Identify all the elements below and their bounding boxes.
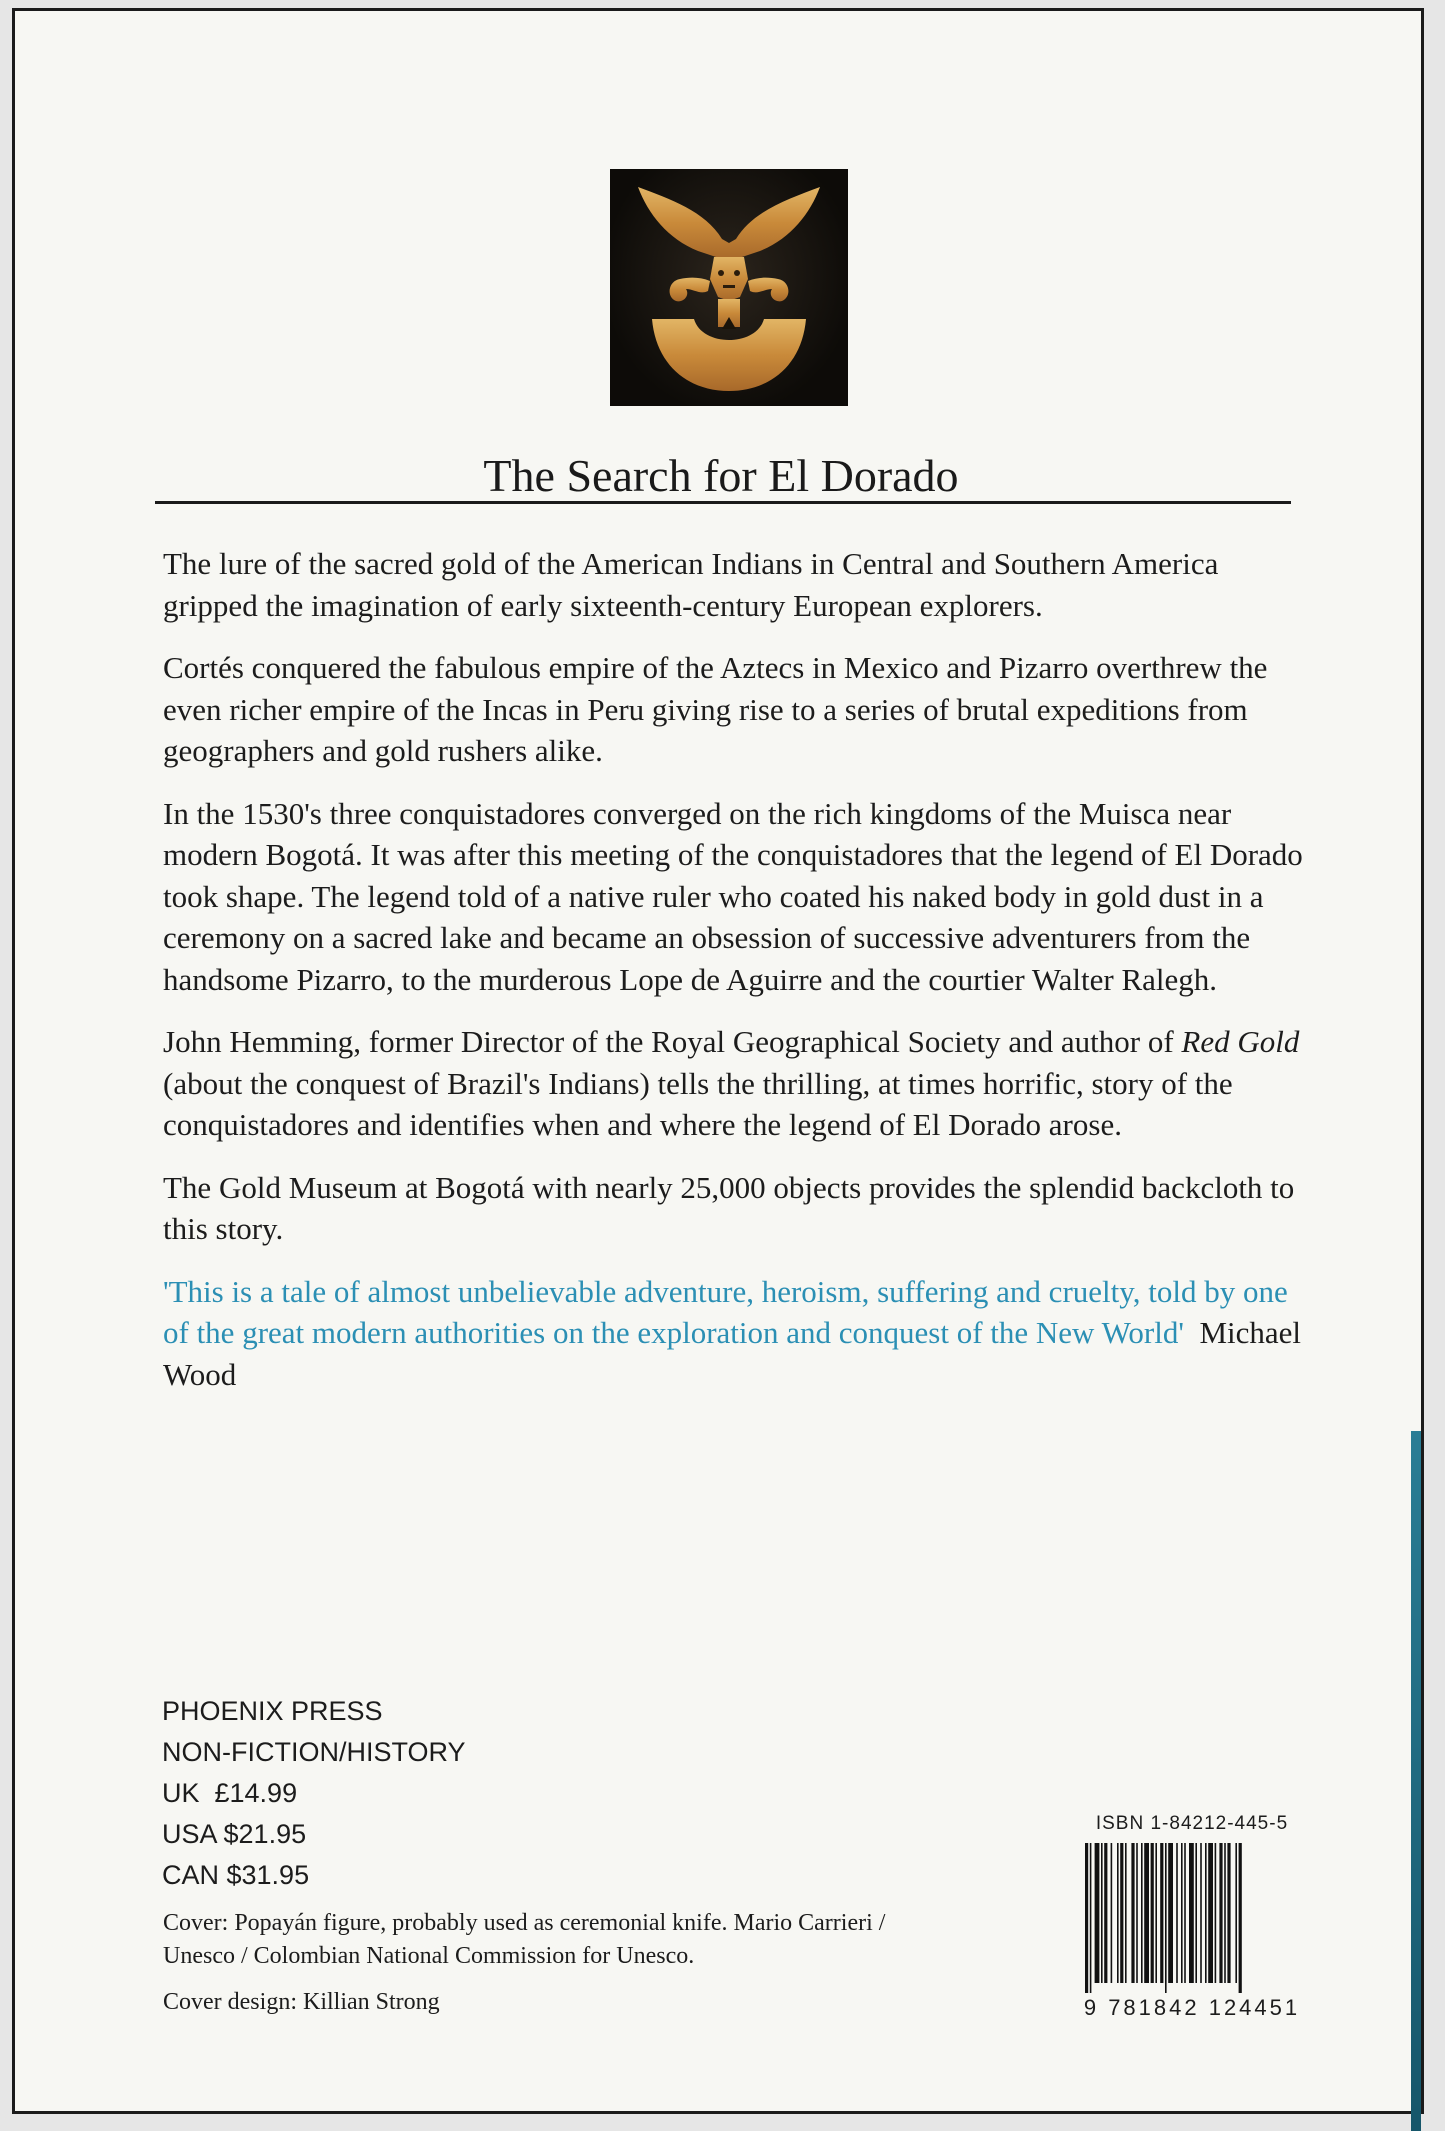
price-can: CAN $31.95 bbox=[162, 1860, 310, 1890]
barcode-bar bbox=[1125, 1843, 1127, 1983]
para4-after: (about the conquest of Brazil's Indians) tells the thrilling, at times horrific, story of the conquistadores and identifies when and where the legend of El Dorado arose. bbox=[163, 1065, 1233, 1142]
barcode-bar bbox=[1208, 1843, 1213, 1983]
quote-text: 'This is a tale of almost unbelievable adventure, heroism, suffering and cruelty, told by one of the great modern authorities on the exploration and conquest of the New World' bbox=[163, 1273, 1288, 1350]
barcode-number: 9 781842 124451 bbox=[1083, 1995, 1301, 2020]
barcode-bar bbox=[1200, 1843, 1202, 1983]
publisher-info bbox=[162, 1691, 466, 1896]
barcode-bar bbox=[1120, 1843, 1123, 1983]
barcode-bar bbox=[1104, 1843, 1107, 1983]
barcode-bar bbox=[1131, 1843, 1134, 1983]
price-uk: UK £14.99 bbox=[162, 1778, 298, 1808]
barcode-bar bbox=[1090, 1843, 1092, 1993]
barcode-bar bbox=[1184, 1843, 1186, 1983]
barcode-bar bbox=[1239, 1843, 1242, 1993]
barcode bbox=[1081, 1843, 1303, 1993]
barcode-bar bbox=[1219, 1843, 1222, 1983]
publisher-category: NON-FICTION/HISTORY bbox=[162, 1737, 466, 1767]
isbn-block bbox=[1077, 1813, 1307, 2021]
gold-figure-icon bbox=[610, 169, 848, 406]
blurb-paragraph-1: The lure of the sacred gold of the American Indians in Central and Southern America gripped the imagination of early sixteenth-century European explorers. bbox=[163, 546, 1219, 623]
barcode-bar bbox=[1095, 1843, 1100, 1983]
title-divider bbox=[155, 501, 1291, 504]
barcode-bar bbox=[1215, 1843, 1217, 1983]
barcode-bar bbox=[1144, 1843, 1149, 1983]
barcode-bar bbox=[1151, 1843, 1154, 1983]
review-quote bbox=[163, 1271, 1303, 1396]
spine-edge bbox=[1411, 1431, 1421, 2131]
design-credit: Cover design: Killian Strong bbox=[163, 1989, 440, 2015]
barcode-bar bbox=[1168, 1843, 1173, 1983]
quote-attribution: Michael Wood bbox=[163, 1315, 1302, 1392]
blurb bbox=[163, 543, 1303, 1416]
back-cover bbox=[12, 8, 1424, 2114]
publisher-name: PHOENIX PRESS bbox=[162, 1696, 383, 1726]
book-title: The Search for El Dorado bbox=[483, 450, 959, 501]
barcode-bar bbox=[1224, 1843, 1226, 1983]
barcode-bar bbox=[1195, 1843, 1197, 1983]
credits bbox=[163, 1907, 923, 2032]
barcode-bar bbox=[1181, 1843, 1183, 1983]
barcode-bar bbox=[1165, 1843, 1167, 1993]
barcode-bar bbox=[1101, 1843, 1103, 1983]
barcode-bar bbox=[1111, 1843, 1113, 1983]
barcode-bar bbox=[1205, 1843, 1207, 1983]
cover-credit: Cover: Popayán figure, probably used as ceremonial knife. Mario Carrieri / Unesco / Colombian National Commission for Unesco. bbox=[163, 1910, 886, 1969]
para4-italic-title: Red Gold bbox=[1181, 1024, 1300, 1059]
blurb-paragraph-4 bbox=[163, 1021, 1303, 1146]
barcode-bar bbox=[1136, 1843, 1138, 1983]
barcode-bar bbox=[1141, 1843, 1143, 1983]
barcode-bar bbox=[1085, 1843, 1088, 1993]
barcode-bar bbox=[1227, 1843, 1230, 1983]
para4-before: John Hemming, former Director of the Royal Geographical Society and author of bbox=[163, 1024, 1182, 1059]
barcode-bar bbox=[1155, 1843, 1157, 1983]
barcode-bar bbox=[1160, 1843, 1163, 1983]
blurb-paragraph-5: The Gold Museum at Bogotá with nearly 25,000 objects provides the splendid backcloth to this story. bbox=[163, 1169, 1295, 1246]
blurb-paragraph-3: In the 1530's three conquistadores converged on the rich kingdoms of the Muisca near modern Bogotá. It was after this meeting of the conquistadores that the legend of El Dorado took shape. The legend told of a native ruler who coated his naked body in gold dust in a ceremony on a sacred lake and became an obsession of successive adventurers from the handsome Pizarro, to the murderous Lope de Aguirre and the courtier Walter Ralegh. bbox=[163, 795, 1303, 997]
barcode-bar bbox=[1235, 1843, 1237, 1983]
barcode-bar bbox=[1176, 1843, 1178, 1983]
barcode-bar bbox=[1117, 1843, 1119, 1983]
blurb-paragraph-2: Cortés conquered the fabulous empire of the Aztecs in Mexico and Pizarro overthrew the even richer empire of the Incas in Peru giving rise to a series of brutal expeditions from geographers and gold rushers alike. bbox=[163, 650, 1268, 768]
price-usa: USA $21.95 bbox=[162, 1819, 307, 1849]
isbn-label: ISBN 1-84212-445-5 bbox=[1095, 1813, 1289, 1834]
barcode-bar bbox=[1189, 1843, 1194, 1983]
